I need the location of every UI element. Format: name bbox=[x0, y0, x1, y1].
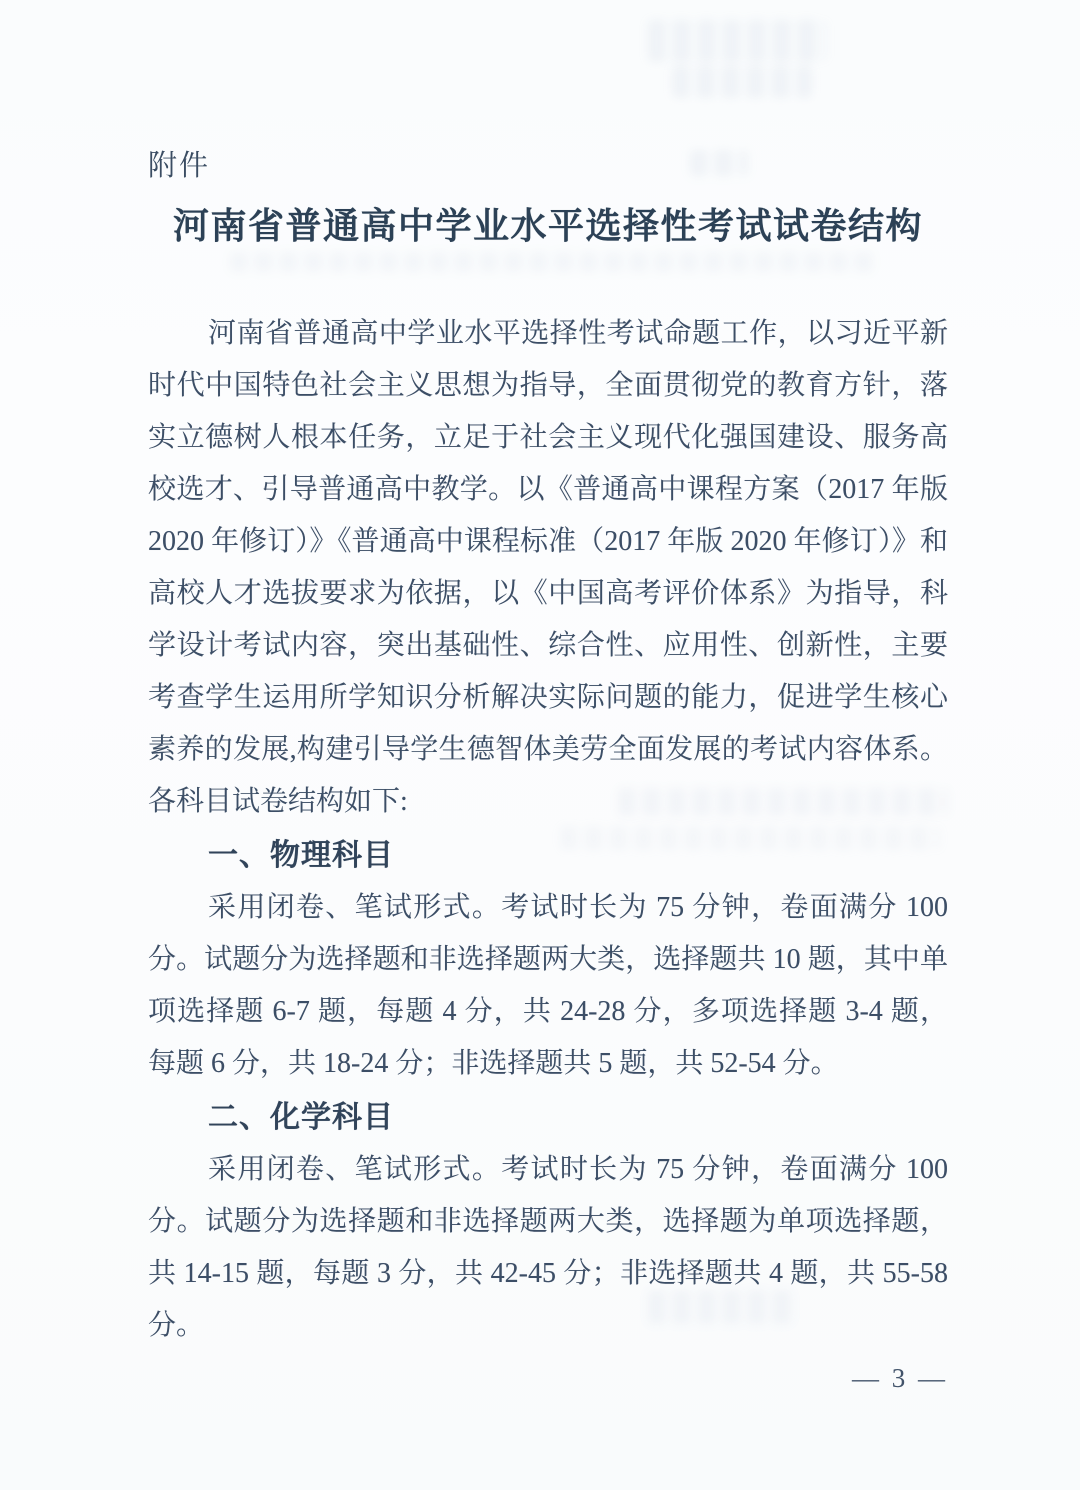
text-line: 分。 bbox=[148, 1310, 205, 1341]
text-line: 素养的发展,构建引导学生德智体美劳全面发展的考试内容体系。 bbox=[148, 734, 948, 765]
text-line: 河南省普通高中学业水平选择性考试命题工作，以习近平新 bbox=[208, 318, 948, 349]
text-line: 各科目试卷结构如下: bbox=[148, 786, 408, 817]
physics-paragraph bbox=[148, 882, 948, 1090]
intro-paragraph bbox=[148, 308, 948, 828]
document-content bbox=[148, 0, 948, 1396]
text-line: 项选择题 6-7 题，每题 4 分，共 24-28 分，多项选择题 3-4 题， bbox=[148, 996, 948, 1027]
text-line: 高校人才选拔要求为依据，以《中国高考评价体系》为指导，科 bbox=[148, 578, 948, 609]
text-line: 共 14-15 题，每题 3 分，共 42-45 分；非选择题共 4 题，共 55-58 bbox=[148, 1258, 948, 1289]
text-line: 采用闭卷、笔试形式。考试时长为 75 分钟，卷面满分 100 bbox=[208, 892, 948, 923]
chemistry-paragraph bbox=[148, 1144, 948, 1352]
text-line: 学设计考试内容，突出基础性、综合性、应用性、创新性，主要 bbox=[148, 630, 948, 661]
page-title: 河南省普通高中学业水平选择性考试试卷结构 bbox=[172, 206, 923, 246]
text-line: 每题 6 分，共 18-24 分；非选择题共 5 题，共 52-54 分。 bbox=[148, 1048, 839, 1079]
page-number: — 3 — bbox=[852, 1363, 948, 1393]
section-heading-chemistry: 二、化学科目 bbox=[208, 1101, 394, 1134]
text-line: 2020 年修订）》《普通高中课程标准（2017 年版 2020 年修订）》和 bbox=[148, 526, 948, 557]
text-line: 分。试题分为选择题和非选择题两大类，选择题为单项选择题， bbox=[148, 1206, 948, 1237]
text-line: 采用闭卷、笔试形式。考试时长为 75 分钟，卷面满分 100 bbox=[208, 1154, 948, 1185]
text-line: 实立德树人根本任务，立足于社会主义现代化强国建设、服务高 bbox=[148, 422, 948, 453]
attachment-label: 附件 bbox=[148, 150, 211, 182]
text-line: 分。试题分为选择题和非选择题两大类，选择题共 10 题，其中单 bbox=[148, 944, 948, 975]
text-line: 时代中国特色社会主义思想为指导，全面贯彻党的教育方针，落 bbox=[148, 370, 948, 401]
text-line: 校选才、引导普通高中教学。以《普通高中课程方案（2017 年版 bbox=[148, 474, 948, 505]
text-line: 考查学生运用所学知识分析解决实际问题的能力，促进学生核心 bbox=[148, 682, 948, 713]
section-heading-physics: 一、物理科目 bbox=[208, 839, 394, 872]
